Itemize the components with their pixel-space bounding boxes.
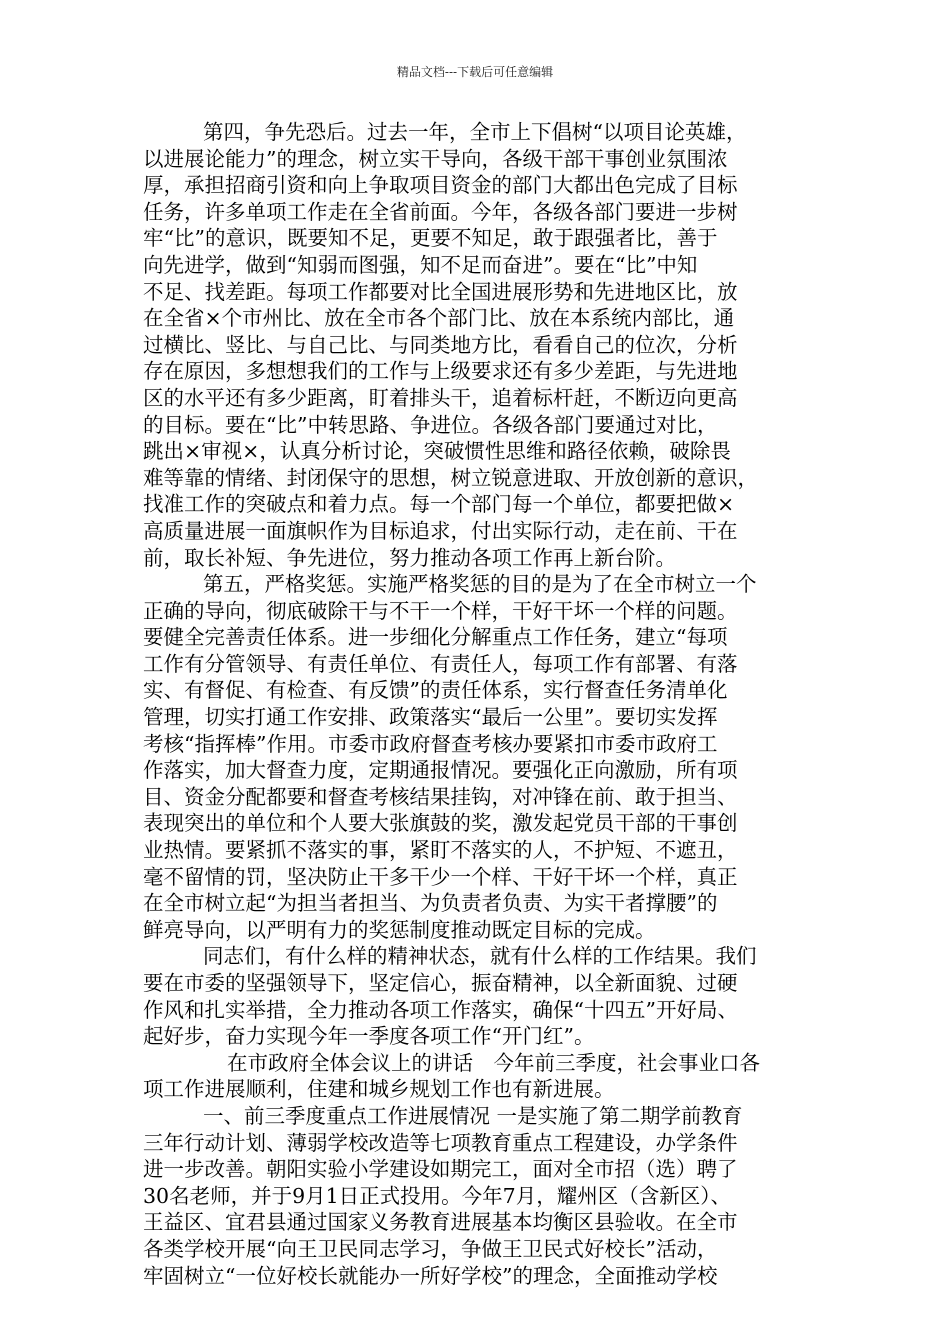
text-line: 任务，许多单项工作走在全省前面。今年，各级各部门要进一步树 <box>143 199 738 224</box>
text-line: 实、有督促、有检查、有反馈”的责任体系，实行督查任务清单化 <box>143 678 728 703</box>
text-line: 难等靠的情绪、封闭保守的思想，树立锐意进取、开放创新的意识， <box>143 465 758 490</box>
text-line: 找准工作的突破点和着力点。每一个部门每一个单位，都要把做× <box>143 492 735 517</box>
text-line: 牢固树立“一位好校长就能办一所好学校”的理念，全面推动学校 <box>143 1263 718 1288</box>
text-line: 表现突出的单位和个人要大张旗鼓的奖，激发起党员干部的干事创 <box>143 811 738 836</box>
text-line: 过横比、竖比、与自己比、与同类地方比，看看自己的位次，分析 <box>143 332 738 357</box>
text-line: 业热情。要紧抓不落实的事，紧盯不落实的人，不护短、不遮丑， <box>143 838 738 863</box>
text-line: 高质量进展一面旗帜作为目标追求，付出实际行动，走在前、干在 <box>143 518 738 543</box>
text-line: 厚，承担招商引资和向上争取项目资金的部门大都出色完成了目标 <box>143 173 738 198</box>
text-line: 各类学校开展“向王卫民同志学习，争做王卫民式好校长”活动， <box>143 1236 718 1261</box>
text-line: 第五，严格奖惩。实施严格奖惩的目的是为了在全市树立一个 <box>203 572 757 597</box>
text-line: 目、资金分配都要和督查考核结果挂钩，对冲锋在前、敢于担当、 <box>143 784 738 809</box>
text-line: 鲜亮导向，以严明有力的奖惩制度推动既定目标的完成。 <box>143 917 656 942</box>
text-line: 前，取长补短、争先进位，努力推动各项工作再上新台阶。 <box>143 545 676 570</box>
text-line: 管理，切实打通工作安排、政策落实“最后一公里”。要切实发挥 <box>143 705 718 730</box>
text-line: 在全市树立起“为担当者担当、为负责者负责、为实干者撑腰”的 <box>143 891 718 916</box>
text-line: 项工作进展顺利，住建和城乡规划工作也有新进展。 <box>143 1077 615 1102</box>
text-line: 跳出×审视×，认真分析讨论，突破惯性思维和路径依赖，破除畏 <box>143 439 731 464</box>
text-line: 作落实，加大督查力度，定期通报情况。要强化正向激励，所有项 <box>143 758 738 783</box>
text-line: 的目标。要在“比”中转思路、争进位。各级各部门要通过对比， <box>143 412 718 437</box>
text-line: 30名老师，并于9月1日正式投用。今年7月，耀州区（含新区）、 <box>143 1183 731 1208</box>
text-line: 要在市委的坚强领导下，坚定信心，振奋精神，以全新面貌、过硬 <box>143 971 738 995</box>
text-line: 在市政府全体会议上的讲话 今年前三季度，社会事业口各 <box>227 1050 760 1075</box>
text-line: 在全省×个市州比、放在全市各个部门比、放在本系统内部比，通 <box>143 306 735 331</box>
document-body <box>143 119 806 1289</box>
text-line: 以进展论能力”的理念，树立实干导向，各级干部干事创业氛围浓 <box>143 146 728 171</box>
text-line: 进一步改善。朝阳实验小学建设如期完工，面对全市招（选）聘了 <box>143 1157 738 1182</box>
text-line: 向先进学，做到“知弱而图强，知不足而奋进”。要在“比”中知 <box>143 252 698 277</box>
text-line: 第四，争先恐后。过去一年，全市上下倡树“以项目论英雄， <box>203 120 747 144</box>
text-line: 考核“指挥棒”作用。市委市政府督查考核办要紧扣市委市政府工 <box>143 731 718 756</box>
text-line: 正确的导向，彻底破除干与不干一个样，干好干坏一个样的问题。 <box>143 598 738 623</box>
text-line: 作风和扎实举措，全力推动各项工作落实，确保“十四五”开好局、 <box>143 997 738 1022</box>
text-line: 同志们，有什么样的精神状态，就有什么样的工作结果。我们 <box>203 944 757 969</box>
text-line: 毫不留情的罚，坚决防止干多干少一个样、干好干坏一个样，真正 <box>143 864 738 889</box>
text-line: 区的水平还有多少距离，盯着排头干，追着标杆赶，不断迈向更高 <box>143 385 738 410</box>
text-line: 起好步，奋力实现今年一季度各项工作“开门红”。 <box>143 1024 595 1049</box>
text-line: 存在原因，多想想我们的工作与上级要求还有多少差距，与先进地 <box>143 359 738 384</box>
text-line: 牢“比”的意识，既要知不足，更要不知足，敢于跟强者比，善于 <box>143 226 718 251</box>
text-line: 一、前三季度重点工作进展情况 一是实施了第二期学前教育 <box>203 1103 743 1128</box>
text-line: 要健全完善责任体系。进一步细化分解重点工作任务，建立“每项 <box>143 625 728 650</box>
text-line: 不足、找差距。每项工作都要对比全国进展形势和先进地区比，放 <box>143 279 738 304</box>
text-line: 三年行动计划、薄弱学校改造等七项教育重点工程建设，办学条件 <box>143 1130 738 1155</box>
page-header: 精品文档---下载后可任意编辑 <box>396 65 554 79</box>
text-line: 王益区、宜君县通过国家义务教育进展基本均衡区县验收。在全市 <box>143 1210 738 1235</box>
text-line: 工作有分管领导、有责任单位、有责任人，每项工作有部署、有落 <box>143 651 738 676</box>
